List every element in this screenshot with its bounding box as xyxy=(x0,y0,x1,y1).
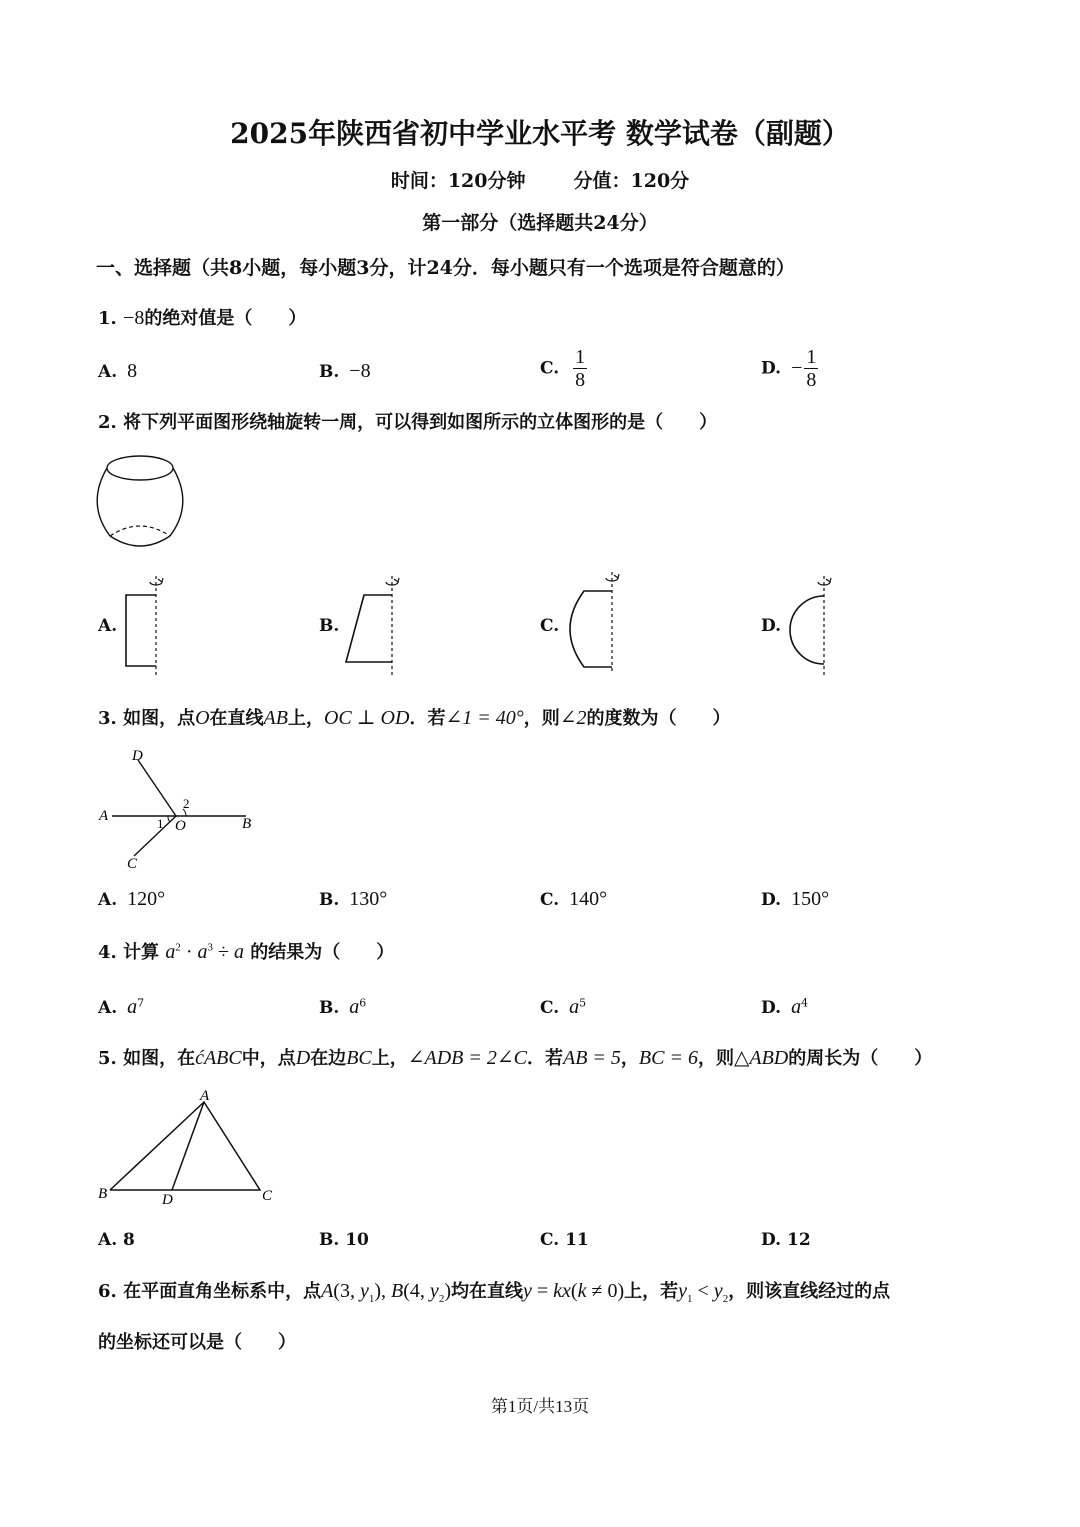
math: O xyxy=(195,707,210,729)
option-label: A. xyxy=(98,1230,118,1250)
math: ∠1 = 40° xyxy=(445,707,524,729)
option-label: C. xyxy=(540,1230,560,1250)
option-value: 8 xyxy=(127,360,138,382)
option-b[interactable] xyxy=(319,996,366,1019)
question-number: 4. xyxy=(98,942,117,963)
question-number: 2. xyxy=(98,412,117,433)
option-b[interactable] xyxy=(319,888,387,911)
option-b[interactable] xyxy=(319,616,339,636)
question-number: 1. xyxy=(98,308,117,329)
question-math: −8 xyxy=(123,307,145,329)
question-text: 的绝对值是（ ） xyxy=(144,308,307,329)
math: ∠ADB = 2∠C xyxy=(407,1047,527,1069)
expression: $a^2 \cdot a^3 \div a$ xyxy=(165,941,245,963)
text: ，则 xyxy=(697,1048,734,1069)
option-base: a xyxy=(349,996,360,1018)
text: 的周长为（ ） xyxy=(788,1048,933,1069)
question-1 xyxy=(98,304,306,330)
option-label: D. xyxy=(761,890,782,910)
exam-title: 2025年陕西省初中学业水平考 数学试卷（副题） xyxy=(230,117,850,150)
text: 在边 xyxy=(310,1048,347,1069)
text: 上， xyxy=(287,708,324,729)
fraction: $\frac{1}{8}$ xyxy=(806,346,817,391)
option-exponent: 7 xyxy=(137,996,145,1010)
option-label: A. xyxy=(98,362,118,382)
option-label: B. xyxy=(319,616,340,636)
semicircle-shape-icon xyxy=(782,570,842,680)
option-a[interactable] xyxy=(98,1230,135,1250)
text: 均在直线 xyxy=(450,1281,523,1302)
option-d[interactable] xyxy=(761,346,818,391)
figure-label: D xyxy=(132,748,143,764)
option-c[interactable] xyxy=(540,616,559,636)
option-d[interactable] xyxy=(761,996,808,1019)
question-6 xyxy=(98,1277,890,1305)
text: ，则 xyxy=(523,708,560,729)
text: 上，若 xyxy=(624,1281,679,1302)
figure-label: B xyxy=(98,1186,108,1202)
option-label: B. xyxy=(319,890,340,910)
inequality-expression: $y_1 < y_2$ xyxy=(678,1280,729,1305)
option-c[interactable] xyxy=(540,1230,589,1250)
option-label: A. xyxy=(98,616,118,636)
figure-label: A xyxy=(99,808,109,824)
text: 中，点 xyxy=(241,1048,296,1069)
option-label: D. xyxy=(761,1230,782,1250)
option-label: A. xyxy=(98,998,118,1018)
text: 如图，在 xyxy=(123,1048,196,1069)
option-exponent: 4 xyxy=(801,996,809,1010)
option-value: 8 xyxy=(123,1230,135,1250)
angle-figure xyxy=(94,744,264,874)
option-label: C. xyxy=(540,890,560,910)
question-4 xyxy=(98,938,394,964)
math: ∠2 xyxy=(559,707,587,729)
exam-time: 时间：120分钟 xyxy=(390,170,526,192)
option-label: B. xyxy=(319,998,340,1018)
line-expression: y = kx(k ≠ 0) xyxy=(522,1280,625,1302)
option-a[interactable] xyxy=(98,616,117,636)
option-value: −8 xyxy=(349,360,371,382)
figure-label: B xyxy=(242,816,252,832)
option-value: 10 xyxy=(345,1230,369,1250)
option-base: a xyxy=(569,996,580,1018)
page-footer: 第1页/共13页 xyxy=(490,1397,590,1416)
question-3 xyxy=(98,704,730,730)
text: 计算 xyxy=(123,942,160,963)
trapezoid-shape-icon xyxy=(340,570,400,680)
option-value: 150° xyxy=(791,888,830,910)
question-number: 6. xyxy=(98,1281,117,1302)
figure-label: 2 xyxy=(183,796,190,811)
curved-shape-icon xyxy=(562,566,632,676)
text: 的度数为（ ） xyxy=(586,708,731,729)
option-d[interactable] xyxy=(761,888,829,911)
figure-label: C xyxy=(262,1188,273,1204)
option-value: 120° xyxy=(127,888,166,910)
exam-score: 分值：120分 xyxy=(573,170,690,192)
question-text: 将下列平面图形绕轴旋转一周，可以得到如图所示的立体图形的是（ ） xyxy=(123,412,718,433)
option-label: D. xyxy=(761,998,782,1018)
text: 的结果为（ ） xyxy=(250,942,395,963)
barrel-solid-figure xyxy=(92,446,192,552)
option-label: D. xyxy=(761,616,782,636)
math: OC ⊥ OD xyxy=(323,707,410,729)
exam-info xyxy=(0,166,1080,193)
option-label: B. xyxy=(319,362,340,382)
option-b[interactable] xyxy=(319,1230,369,1250)
option-c[interactable] xyxy=(540,996,586,1019)
text: 在直线 xyxy=(209,708,264,729)
math: BC = 6 xyxy=(638,1047,698,1069)
option-value: 140° xyxy=(569,888,608,910)
option-exponent: 5 xyxy=(579,996,587,1010)
option-label: A. xyxy=(98,890,118,910)
option-value: 130° xyxy=(349,888,388,910)
text: 上， xyxy=(371,1048,408,1069)
option-exponent: 6 xyxy=(359,996,367,1010)
fraction: $\frac{1}{8}$ xyxy=(575,346,586,391)
text: 在平面直角坐标系中，点 xyxy=(123,1281,322,1302)
text: ．若 xyxy=(409,708,446,729)
math: ćABC xyxy=(195,1047,242,1069)
part-heading: 第一部分（选择题共24分） xyxy=(422,212,658,234)
math: AB xyxy=(263,707,288,729)
points-expression: A(3, $y_1$), B(4, $y_2$) xyxy=(321,1280,451,1305)
option-base: a xyxy=(127,996,138,1018)
option-label: D. xyxy=(761,358,782,379)
question-5 xyxy=(98,1044,932,1070)
math: D xyxy=(295,1047,311,1069)
figure-label: D xyxy=(162,1192,173,1208)
option-a[interactable] xyxy=(98,996,144,1019)
figure-label: 1 xyxy=(157,816,164,831)
section-heading: 一、选择题（共8小题，每小题3分，计24分．每小题只有一个选项是符合题意的） xyxy=(96,257,795,279)
triangle-figure xyxy=(94,1086,284,1210)
option-a[interactable] xyxy=(98,360,137,383)
option-label: C. xyxy=(540,998,560,1018)
figure-label: A xyxy=(200,1088,210,1104)
question-2 xyxy=(98,408,717,434)
text: ．若 xyxy=(526,1048,563,1069)
question-number: 5. xyxy=(98,1048,117,1069)
option-base: a xyxy=(791,996,802,1018)
minus-sign: − xyxy=(791,357,803,379)
option-label: C. xyxy=(540,358,560,379)
math: BC xyxy=(346,1047,372,1069)
option-c[interactable] xyxy=(540,346,587,391)
math: AB = 5 xyxy=(562,1047,621,1069)
question-number: 3. xyxy=(98,708,117,729)
option-label: C. xyxy=(540,616,560,636)
option-b[interactable] xyxy=(319,360,371,383)
option-a[interactable] xyxy=(98,888,165,911)
option-d[interactable] xyxy=(761,1230,811,1250)
text: ，则该直线经过的点 xyxy=(728,1281,891,1302)
option-d[interactable] xyxy=(761,616,781,636)
text: ， xyxy=(620,1048,639,1069)
figure-label: C xyxy=(127,856,138,872)
math: △ABD xyxy=(733,1047,789,1069)
question-6-line-2: 的坐标还可以是（ ） xyxy=(98,1332,296,1353)
option-c[interactable] xyxy=(540,888,607,911)
option-label: B. xyxy=(319,1230,340,1250)
text: 如图，点 xyxy=(123,708,196,729)
option-value: 12 xyxy=(786,1230,811,1250)
figure-label: O xyxy=(175,818,186,834)
rectangle-shape-icon xyxy=(118,570,178,680)
option-value: 11 xyxy=(565,1230,589,1250)
